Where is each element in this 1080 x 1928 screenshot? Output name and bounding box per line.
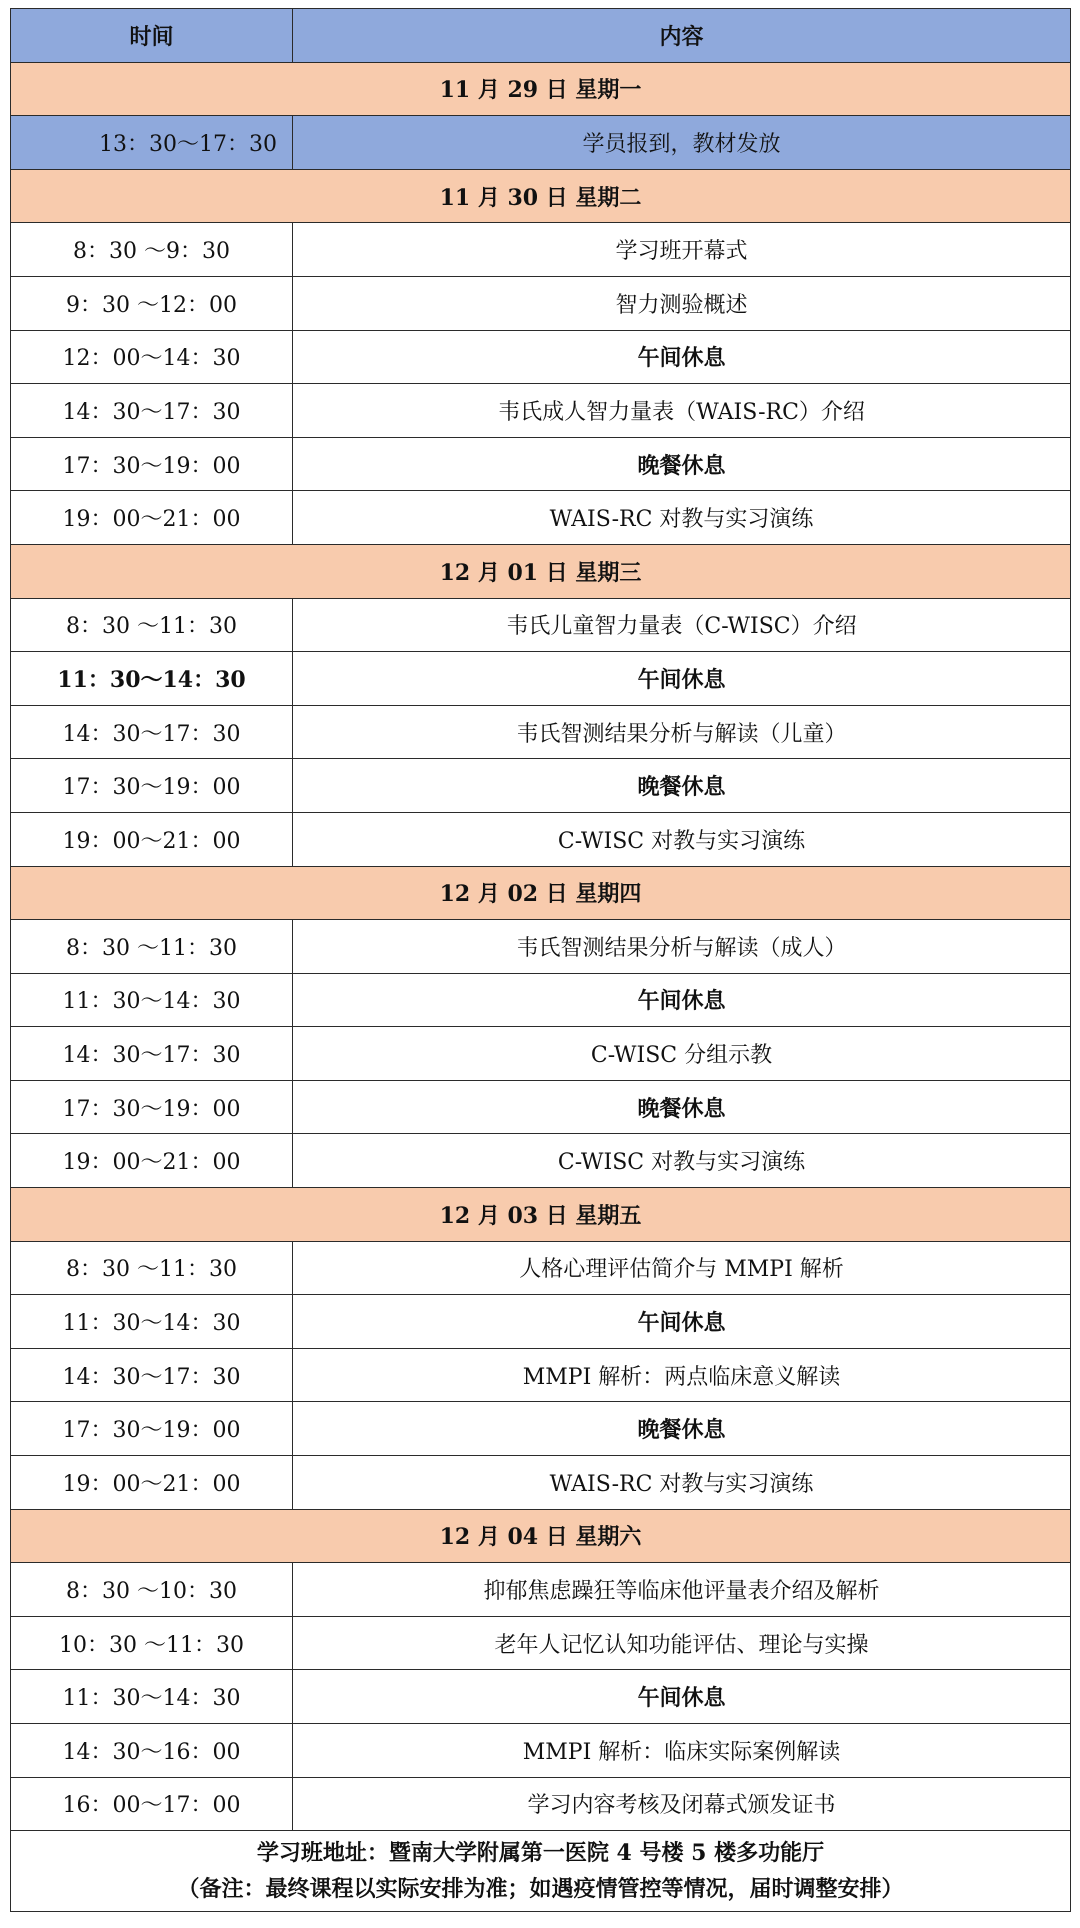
content-cell: C-WISC 对教与实习演练: [293, 812, 1071, 866]
table-row: [11, 812, 1071, 866]
table-row: [11, 491, 1071, 545]
header-content: 内容: [293, 9, 1071, 63]
table-row: [11, 437, 1071, 491]
header-time: 时间: [11, 9, 293, 63]
day-heading-row: [11, 169, 1071, 223]
time-cell: 14：30〜17：30: [11, 384, 293, 438]
content-cell: 抑郁焦虑躁狂等临床他评量表介绍及解析: [293, 1563, 1071, 1617]
table-row: [11, 652, 1071, 706]
content-cell: WAIS-RC 对教与实习演练: [293, 491, 1071, 545]
schedule-sheet: [10, 8, 1070, 1912]
table-row: [11, 1080, 1071, 1134]
table-row: [11, 1616, 1071, 1670]
day-heading: 12 月 03 日 星期五: [11, 1188, 1071, 1242]
content-cell: 老年人记忆认知功能评估、理论与实操: [293, 1616, 1071, 1670]
time-cell: 19：00〜21：00: [11, 812, 293, 866]
content-cell: 晚餐休息: [293, 759, 1071, 813]
table-row: [11, 1027, 1071, 1081]
content-cell: 学习内容考核及闭幕式颁发证书: [293, 1777, 1071, 1831]
table-row: [11, 276, 1071, 330]
day-heading: 11 月 30 日 星期二: [11, 169, 1071, 223]
table-row: [11, 1563, 1071, 1617]
content-cell: MMPI 解析：两点临床意义解读: [293, 1348, 1071, 1402]
table-row: [11, 1348, 1071, 1402]
time-cell: 10：30 〜11：30: [11, 1616, 293, 1670]
content-cell: 韦氏儿童智力量表（C-WISC）介绍: [293, 598, 1071, 652]
table-row: [11, 116, 1071, 170]
day-heading-row: [11, 1509, 1071, 1563]
time-cell: 11：30〜14：30: [11, 1670, 293, 1724]
day-heading-row: [11, 1188, 1071, 1242]
content-cell: 午间休息: [293, 1295, 1071, 1349]
time-cell: 8：30 〜11：30: [11, 598, 293, 652]
time-cell: 14：30〜17：30: [11, 705, 293, 759]
table-row: [11, 598, 1071, 652]
table-row: [11, 1134, 1071, 1188]
table-row: [11, 973, 1071, 1027]
time-cell: 17：30〜19：00: [11, 759, 293, 813]
content-cell: 午间休息: [293, 1670, 1071, 1724]
content-cell: 韦氏智测结果分析与解读（儿童）: [293, 705, 1071, 759]
day-heading-row: [11, 544, 1071, 598]
table-row: [11, 1777, 1071, 1831]
table-row: [11, 1456, 1071, 1510]
content-cell: C-WISC 对教与实习演练: [293, 1134, 1071, 1188]
time-cell: 14：30〜16：00: [11, 1724, 293, 1778]
time-cell: 17：30〜19：00: [11, 437, 293, 491]
time-cell: 9：30 〜12：00: [11, 276, 293, 330]
content-cell: 学习班开幕式: [293, 223, 1071, 277]
table-row: [11, 223, 1071, 277]
day-heading-row: [11, 866, 1071, 920]
footer-cell: [11, 1831, 1071, 1912]
content-cell: 晚餐休息: [293, 437, 1071, 491]
time-cell: 8：30 〜10：30: [11, 1563, 293, 1617]
time-cell: 8：30 〜11：30: [11, 920, 293, 974]
time-cell: 11：30〜14：30: [11, 1295, 293, 1349]
time-cell: 17：30〜19：00: [11, 1402, 293, 1456]
time-cell: 17：30〜19：00: [11, 1080, 293, 1134]
time-cell: 19：00〜21：00: [11, 1456, 293, 1510]
time-cell: 8：30 〜11：30: [11, 1241, 293, 1295]
day-heading: 12 月 02 日 星期四: [11, 866, 1071, 920]
content-cell: 午间休息: [293, 652, 1071, 706]
schedule-table: [10, 8, 1071, 1912]
table-row: [11, 920, 1071, 974]
table-row: [11, 384, 1071, 438]
table-header-row: [11, 9, 1071, 63]
schedule-note: （备注：最终课程以实际安排为准；如遇疫情管控等情况，届时调整安排）: [177, 1876, 904, 1903]
content-cell: WAIS-RC 对教与实习演练: [293, 1456, 1071, 1510]
content-cell: 午间休息: [293, 973, 1071, 1027]
content-cell: 学员报到，教材发放: [293, 116, 1071, 170]
content-cell: MMPI 解析：临床实际案例解读: [293, 1724, 1071, 1778]
table-row: [11, 1241, 1071, 1295]
content-cell: C-WISC 分组示教: [293, 1027, 1071, 1081]
time-cell: 14：30〜17：30: [11, 1027, 293, 1081]
day-heading: 11 月 29 日 星期一: [11, 62, 1071, 116]
venue-address: 学习班地址：暨南大学附属第一医院 4 号楼 5 楼多功能厅: [256, 1840, 825, 1867]
content-cell: 韦氏智测结果分析与解读（成人）: [293, 920, 1071, 974]
schedule-body: [11, 62, 1071, 1831]
table-row: [11, 705, 1071, 759]
time-cell: 19：00〜21：00: [11, 491, 293, 545]
content-cell: 晚餐休息: [293, 1080, 1071, 1134]
day-heading: 12 月 04 日 星期六: [11, 1509, 1071, 1563]
time-cell: 16：00〜17：00: [11, 1777, 293, 1831]
table-row: [11, 1670, 1071, 1724]
table-row: [11, 1295, 1071, 1349]
content-cell: 人格心理评估简介与 MMPI 解析: [293, 1241, 1071, 1295]
time-cell: 13：30〜17：30: [11, 116, 293, 170]
table-row: [11, 1402, 1071, 1456]
content-cell: 韦氏成人智力量表（WAIS-RC）介绍: [293, 384, 1071, 438]
day-heading-row: [11, 62, 1071, 116]
time-cell: 11：30〜14：30: [11, 973, 293, 1027]
content-cell: 午间休息: [293, 330, 1071, 384]
table-row: [11, 330, 1071, 384]
day-heading: 12 月 01 日 星期三: [11, 544, 1071, 598]
time-cell: 8：30 〜9：30: [11, 223, 293, 277]
footer-row: [11, 1831, 1071, 1912]
time-cell: 11：30〜14：30: [11, 652, 293, 706]
time-cell: 19：00〜21：00: [11, 1134, 293, 1188]
time-cell: 12：00〜14：30: [11, 330, 293, 384]
table-row: [11, 759, 1071, 813]
content-cell: 智力测验概述: [293, 276, 1071, 330]
content-cell: 晚餐休息: [293, 1402, 1071, 1456]
table-row: [11, 1724, 1071, 1778]
time-cell: 14：30〜17：30: [11, 1348, 293, 1402]
